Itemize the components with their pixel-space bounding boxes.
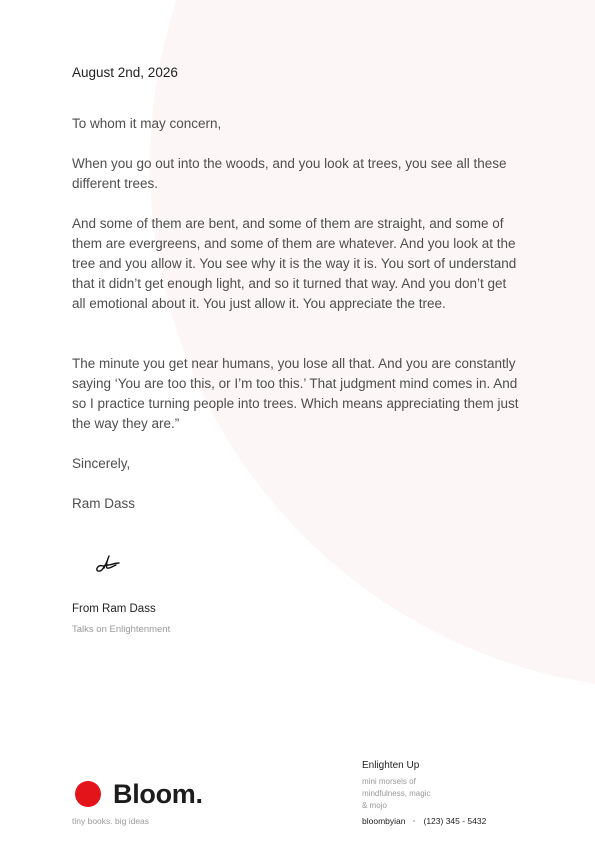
signer-name: Ram Dass [72, 496, 136, 511]
from-line: From Ram Dass [72, 603, 156, 615]
separator-dot [413, 820, 415, 822]
logo-dot-icon [75, 781, 101, 807]
letter-date [72, 64, 522, 82]
paragraph-2: And some of them are bent, and some of them are straight, and some of them are evergreens, and some of them are whatever. And you look at the tree and you allow it. You see why it is the way it is. You sort of understand that it didn’t get enough light, and so it turned that way. And you don’t get all emotional about it. You just allow it. You appreciate the tree. [72, 216, 517, 311]
paragraph-3: The minute you get near humans, you lose all that. And you are constantly saying ‘You are too this, or I’m too this.’ That judgment mind comes in. And so I practice turning people into trees. Which means appreciating them just the way they are.” [72, 356, 519, 431]
background-circle [150, 0, 595, 690]
logo-text: Bloom. [113, 779, 203, 809]
signature [94, 554, 122, 574]
source-line: Talks on Enlightenment [72, 624, 171, 635]
phone-number: (123) 345 - 5432 [423, 816, 487, 826]
closing: Sincerely, [72, 456, 131, 471]
social-handle: bloombyian [362, 816, 406, 826]
bloom-logo [75, 780, 203, 808]
salutation: To whom it may concern, [72, 116, 222, 131]
brand-desc-line: mindfulness, magic [362, 789, 431, 798]
contact-info [362, 816, 486, 826]
brand-title: Enlighten Up [362, 760, 420, 771]
brand-desc-line: & mojo [362, 801, 387, 810]
date: August 2nd, 2026 [72, 65, 178, 80]
brand-desc-line: mini morsels of [362, 777, 416, 786]
brand-description [362, 776, 472, 812]
tagline: tiny books. big ideas [72, 816, 150, 826]
paragraph-1: When you go out into the woods, and you look at trees, you see all these different trees. [72, 156, 507, 191]
